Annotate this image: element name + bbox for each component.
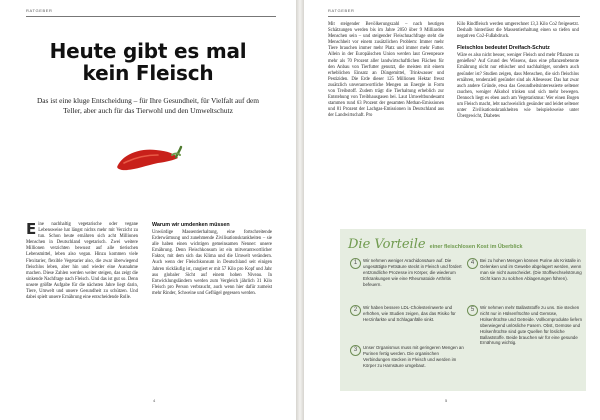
benefit-text: Wir haben bessere LDL-Cholesterinwerte und erhöhen, wie Studien zeigen, das das Risiko für Herzinfarkte und Schlaganfälle sinkt.: [363, 305, 456, 322]
section-header-label: RATGEBER: [26, 8, 53, 13]
umdenken-text: Unwürdige Massentierhaltung, eine fortschreitende Erderwärmung und zunehmende Zivilisationskrankheiten – sie alle haben einen wichtigen gemeinsamen Nenner: unsere Ernährung. Denn Fleischkonsum ist ein mitverantwortlicher Faktor, mit dem sich das Klima und die Umwelt verändern. Auch wenn der Fleischkonsum in Deutschland seit einigen Jahren rückläufig ist, rangiert er mit 57 Kilo pro Kopf und Jahr aus globaler Sicht auf einem hohen Niveau. In Entwicklungsländern werden zum Vergleich jährlich 31 Kilo Fleisch pro Person verbraucht, auch wenn hier dafür zumeist mehr Rinder, Schweine und Geflügel gegessen werden.: [152, 230, 272, 296]
benefit-number-badge: 4: [467, 258, 478, 269]
header-rule: [328, 16, 580, 17]
benefits-title-rest: einer fleischlosen Kost im Überblick: [429, 244, 523, 250]
benefit-text: Bei zu hohen Mengen können Purine als Kristalle in Gelenken und im Gewebe abgelagert werden, wenn man sie nicht ausscheidet. (Die Stoffwechselstörung Gicht kann zu solchen Ablagerungen führen).: [480, 258, 582, 281]
article-title: [0, 40, 296, 84]
co2-text: Kilo Rindfleisch werden umgerechnet 13,3 Kilo Co2 freigesetzt. Deshalb hinterlässt die Massentierhaltung einen so tiefen und negativen Co2-Fußabdruck.: [457, 22, 579, 40]
drop-cap: E: [26, 220, 37, 238]
intro-text: ine nachhaltig vegetarische oder vegane Lebensweise hat längst nichts mehr mit Verzicht zu tun. Schon heute ernähren sich acht Millionen Menschen in Deutschland vegetarisch. Zwei weitere Millionen verzichten bewusst auf alle tierischen Lebensmittel, leben also vegan. Hinzu kommen viele Flexitarier, flexible Vegetarier also, die zwar überwiegend fleischlos leben, aber hin und wieder eine Ausnahme machen. Diese Zahlen werden weiter steigen, das zeigt die sinkende Nachfrage nach Fleisch. Und das ist gut so. Denn unsere größte Aufgabe für die nächsten Jahre liegt darin, Tiere, Umwelt und unsere Gesundheit zu schützen. Und dabei spielt unsere Ernährung eine entscheidende Rolle.: [26, 222, 138, 301]
body-column-3: [328, 22, 444, 120]
benefit-number-badge: 2: [350, 305, 361, 316]
title-line-2: kein Fleisch: [82, 61, 214, 85]
page-number-left: 4: [153, 398, 156, 403]
subhead-dreifach-schutz: Fleischlos bedeutet Dreifach-Schutz: [457, 45, 550, 52]
subhead-umdenken: Warum wir umdenken müssen: [152, 222, 230, 228]
page-number-right: 5: [445, 398, 448, 403]
body-column-4: [457, 22, 579, 120]
benefit-number-badge: 3: [350, 345, 361, 356]
header-rule: [26, 16, 276, 17]
intro-paragraph: [26, 222, 138, 301]
population-text: Mit steigender Bevölkerungszahl – nach heutigen Schätzungen werden bis im Jahre 2050 über 9 Milliarden Menschen sein – und steigender Fleischnachfrage steht die Menschheit vor einem zusätzlichen Problem: Immer mehr Tiere brauchen immer mehr Platz und immer mehr Futter. Allein in der Europäischen Union werden laut Greenpeace mehr als 70 Prozent aller landwirtschaftlichen Flächen für den Anbau von Tierfutter genutzt, die meisten mit einem erheblichen Einsatz an Düngemittel, Trinkwasser und Pestiziden. Die Erde dieser 125 Millionen Hektar fresst zusätzlich unverantwortliche Mengen an Energie in Form von Treibstoff. Zudem trägt die Tierhaltung erheblich zur Entstehung von Treibhausgasen bei. Laut Umweltbundesamt stammen rund 63 Prozent der gesamten Methan-Emissionen und 81 Prozent der Lachgas-Emissionen in Deutschland aus der Landwirtschaft. Pro: [328, 22, 444, 119]
body-column-1: [26, 222, 138, 301]
benefit-text: Wir nehmen weniger Arachidonsäure auf. Die ungesättigte Fettsäure steckt in Fleisch und fördert entzündliche Prozesse im Körper, die wiederum Erkrankungen wie eine Rheumatoide Arthritis befeuern.: [363, 258, 462, 287]
left-page: [0, 0, 296, 420]
body-column-2: [152, 222, 272, 297]
section-header-label: RATGEBER: [328, 8, 355, 13]
book-gutter: [296, 0, 304, 420]
benefits-box: [340, 229, 586, 391]
dreifach-schutz-text: Wäre es also nicht besser, weniger Fleisch und mehr Pflanzen zu genießen? Auf Grund des Wissens, dass eine pflanzenbetonte Ernährung nicht nur ethischer und nachhaltiger, sondern auch gesünder ist? Studien zeigen, dass Menschen, die sich fleischlos ernähren, tendenziell gesünder sind als Allesesser. Das hat zwar auch andere Gründe, etwa das Gesundheitsinteressierte seltener rauchen, weniger Alkohol trinken und sich mehr bewegen. Dennoch liegt es eben auch am Vegetarismus: Wer einen Bogen um Fleisch macht, lebt nachweislich gesünder und leidet seltener unter Zivilisationskrankheiten wie beispielsweise unter Übergewicht, Diabetes: [457, 53, 579, 120]
benefit-number-badge: 5: [467, 305, 478, 316]
title-line-1: Heute gibt es mal: [49, 39, 247, 63]
chili-pepper-icon: [114, 138, 184, 178]
article-lead: Das ist eine kluge Entscheidung – für Ihre Gesundheit, für Vielfalt auf dem Teller, aber auch für das Tierwohl und den Umweltschutz: [36, 96, 260, 115]
benefit-number-badge: 1: [350, 258, 361, 269]
benefits-title-script: Die Vorteile: [348, 237, 426, 252]
benefit-text: Unser Organismus muss mit geringeren Mengen an Purinen fertig werden. Die organischen Verbindungen stecken in Fleisch und werden im Körper zu Harnsäure umgebaut.: [363, 345, 464, 368]
benefit-text: Wir nehmen mehr Ballaststoffe zu uns. Sie stecken nicht nur in Hülsenfrüchte und Gemüse, Hülsenfrüchte und Getreide. Vollkornprodukte liefern überwiegend unlösliche Fasern. Obst, Gemüse und Hülsenfrüchte sind gute Quellen für lösliche Ballaststoffe. Beide brauchen wir für eine gesunde Ernährung wichtig.: [480, 305, 583, 346]
right-page: [304, 0, 600, 420]
benefits-box-title: [348, 235, 522, 253]
